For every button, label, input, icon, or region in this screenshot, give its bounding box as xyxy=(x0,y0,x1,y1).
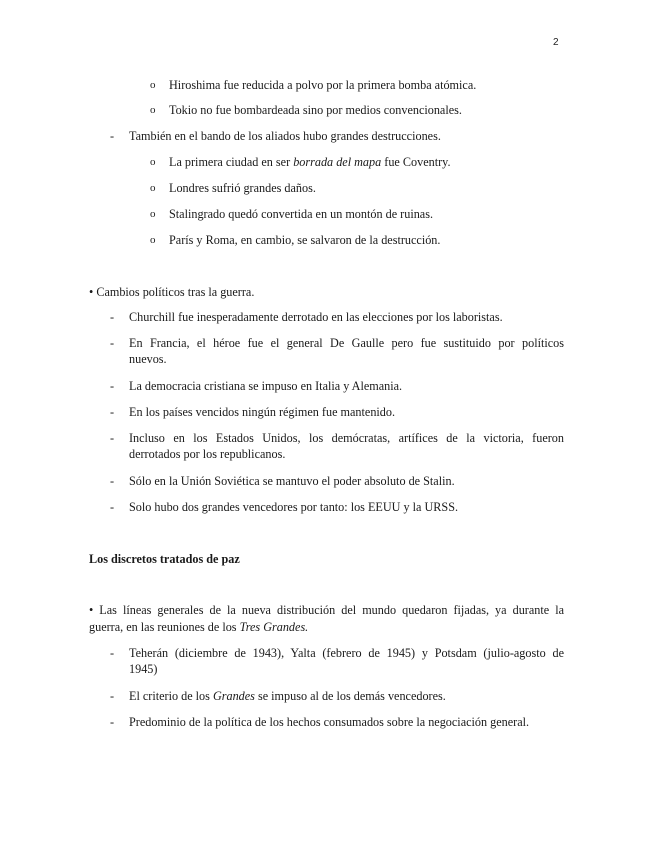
list-item: Teherán (diciembre de 1943), Yalta (febrero de 1945) y Potsdam (julio-agosto de xyxy=(129,646,564,660)
list-item: Churchill fue inesperadamente derrotado en las elecciones por los laboristas. xyxy=(129,310,503,324)
list-item-continuation: nuevos. xyxy=(129,352,167,366)
dash-bullet-icon: - xyxy=(110,405,115,419)
list-item: Incluso en los Estados Unidos, los demócratas, artífices de la victoria, fueron xyxy=(129,431,564,445)
dash-bullet-icon: - xyxy=(110,310,115,324)
list-item: Sólo en la Unión Soviética se mantuvo el poder absoluto de Stalin. xyxy=(129,474,455,488)
list-item: Solo hubo dos grandes vencedores por tanto: los EEUU y la URSS. xyxy=(129,500,459,514)
list-item: Stalingrado quedó convertida en un montón de ruinas. xyxy=(169,207,434,221)
list-item: París y Roma, en cambio, se salvaron de la destrucción. xyxy=(169,233,441,247)
dash-bullet-icon: - xyxy=(110,715,115,729)
circle-bullet-icon: o xyxy=(150,79,156,91)
list-item: Hiroshima fue reducida a polvo por la primera bomba atómica. xyxy=(169,78,477,92)
paragraph-line: • Las líneas generales de la nueva distribución del mundo quedaron fijadas, ya durante la xyxy=(89,603,564,617)
dash-bullet-icon: - xyxy=(110,129,115,143)
dash-bullet-icon: - xyxy=(110,474,115,488)
circle-bullet-icon: o xyxy=(150,208,156,220)
circle-bullet-icon: o xyxy=(150,156,156,168)
page-number: 2 xyxy=(553,37,559,48)
list-item: Londres sufrió grandes daños. xyxy=(169,181,316,195)
dash-bullet-icon: - xyxy=(110,431,115,445)
list-item-continuation: derrotados por los republicanos. xyxy=(129,447,286,461)
list-item: La democracia cristiana se impuso en Italia y Alemania. xyxy=(129,379,403,393)
list-item: Predominio de la política de los hechos consumados sobre la negociación general. xyxy=(129,715,530,729)
dash-bullet-icon: - xyxy=(110,379,115,393)
dash-bullet-icon: - xyxy=(110,646,115,660)
dash-bullet-icon: - xyxy=(110,689,115,703)
circle-bullet-icon: o xyxy=(150,234,156,246)
list-item: En Francia, el héroe fue el general De Gaulle pero fue sustituido por políticos xyxy=(129,336,564,350)
list-item: Tokio no fue bombardeada sino por medios convencionales. xyxy=(169,103,462,117)
section-title: Los discretos tratados de paz xyxy=(89,552,240,566)
list-item: También en el bando de los aliados hubo grandes destrucciones. xyxy=(129,129,441,143)
circle-bullet-icon: o xyxy=(150,104,156,116)
paragraph-line: guerra, en las reuniones de los Tres Grandes. xyxy=(89,620,309,634)
circle-bullet-icon: o xyxy=(150,182,156,194)
dash-bullet-icon: - xyxy=(110,336,115,350)
section-heading: • Cambios políticos tras la guerra. xyxy=(89,285,255,299)
list-item: En los países vencidos ningún régimen fue mantenido. xyxy=(129,405,396,419)
list-item-continuation: 1945) xyxy=(129,662,158,676)
dash-bullet-icon: - xyxy=(110,500,115,514)
list-item: El criterio de los Grandes se impuso al de los demás vencedores. xyxy=(129,689,446,703)
list-item: La primera ciudad en ser borrada del mapa fue Coventry. xyxy=(169,155,451,169)
